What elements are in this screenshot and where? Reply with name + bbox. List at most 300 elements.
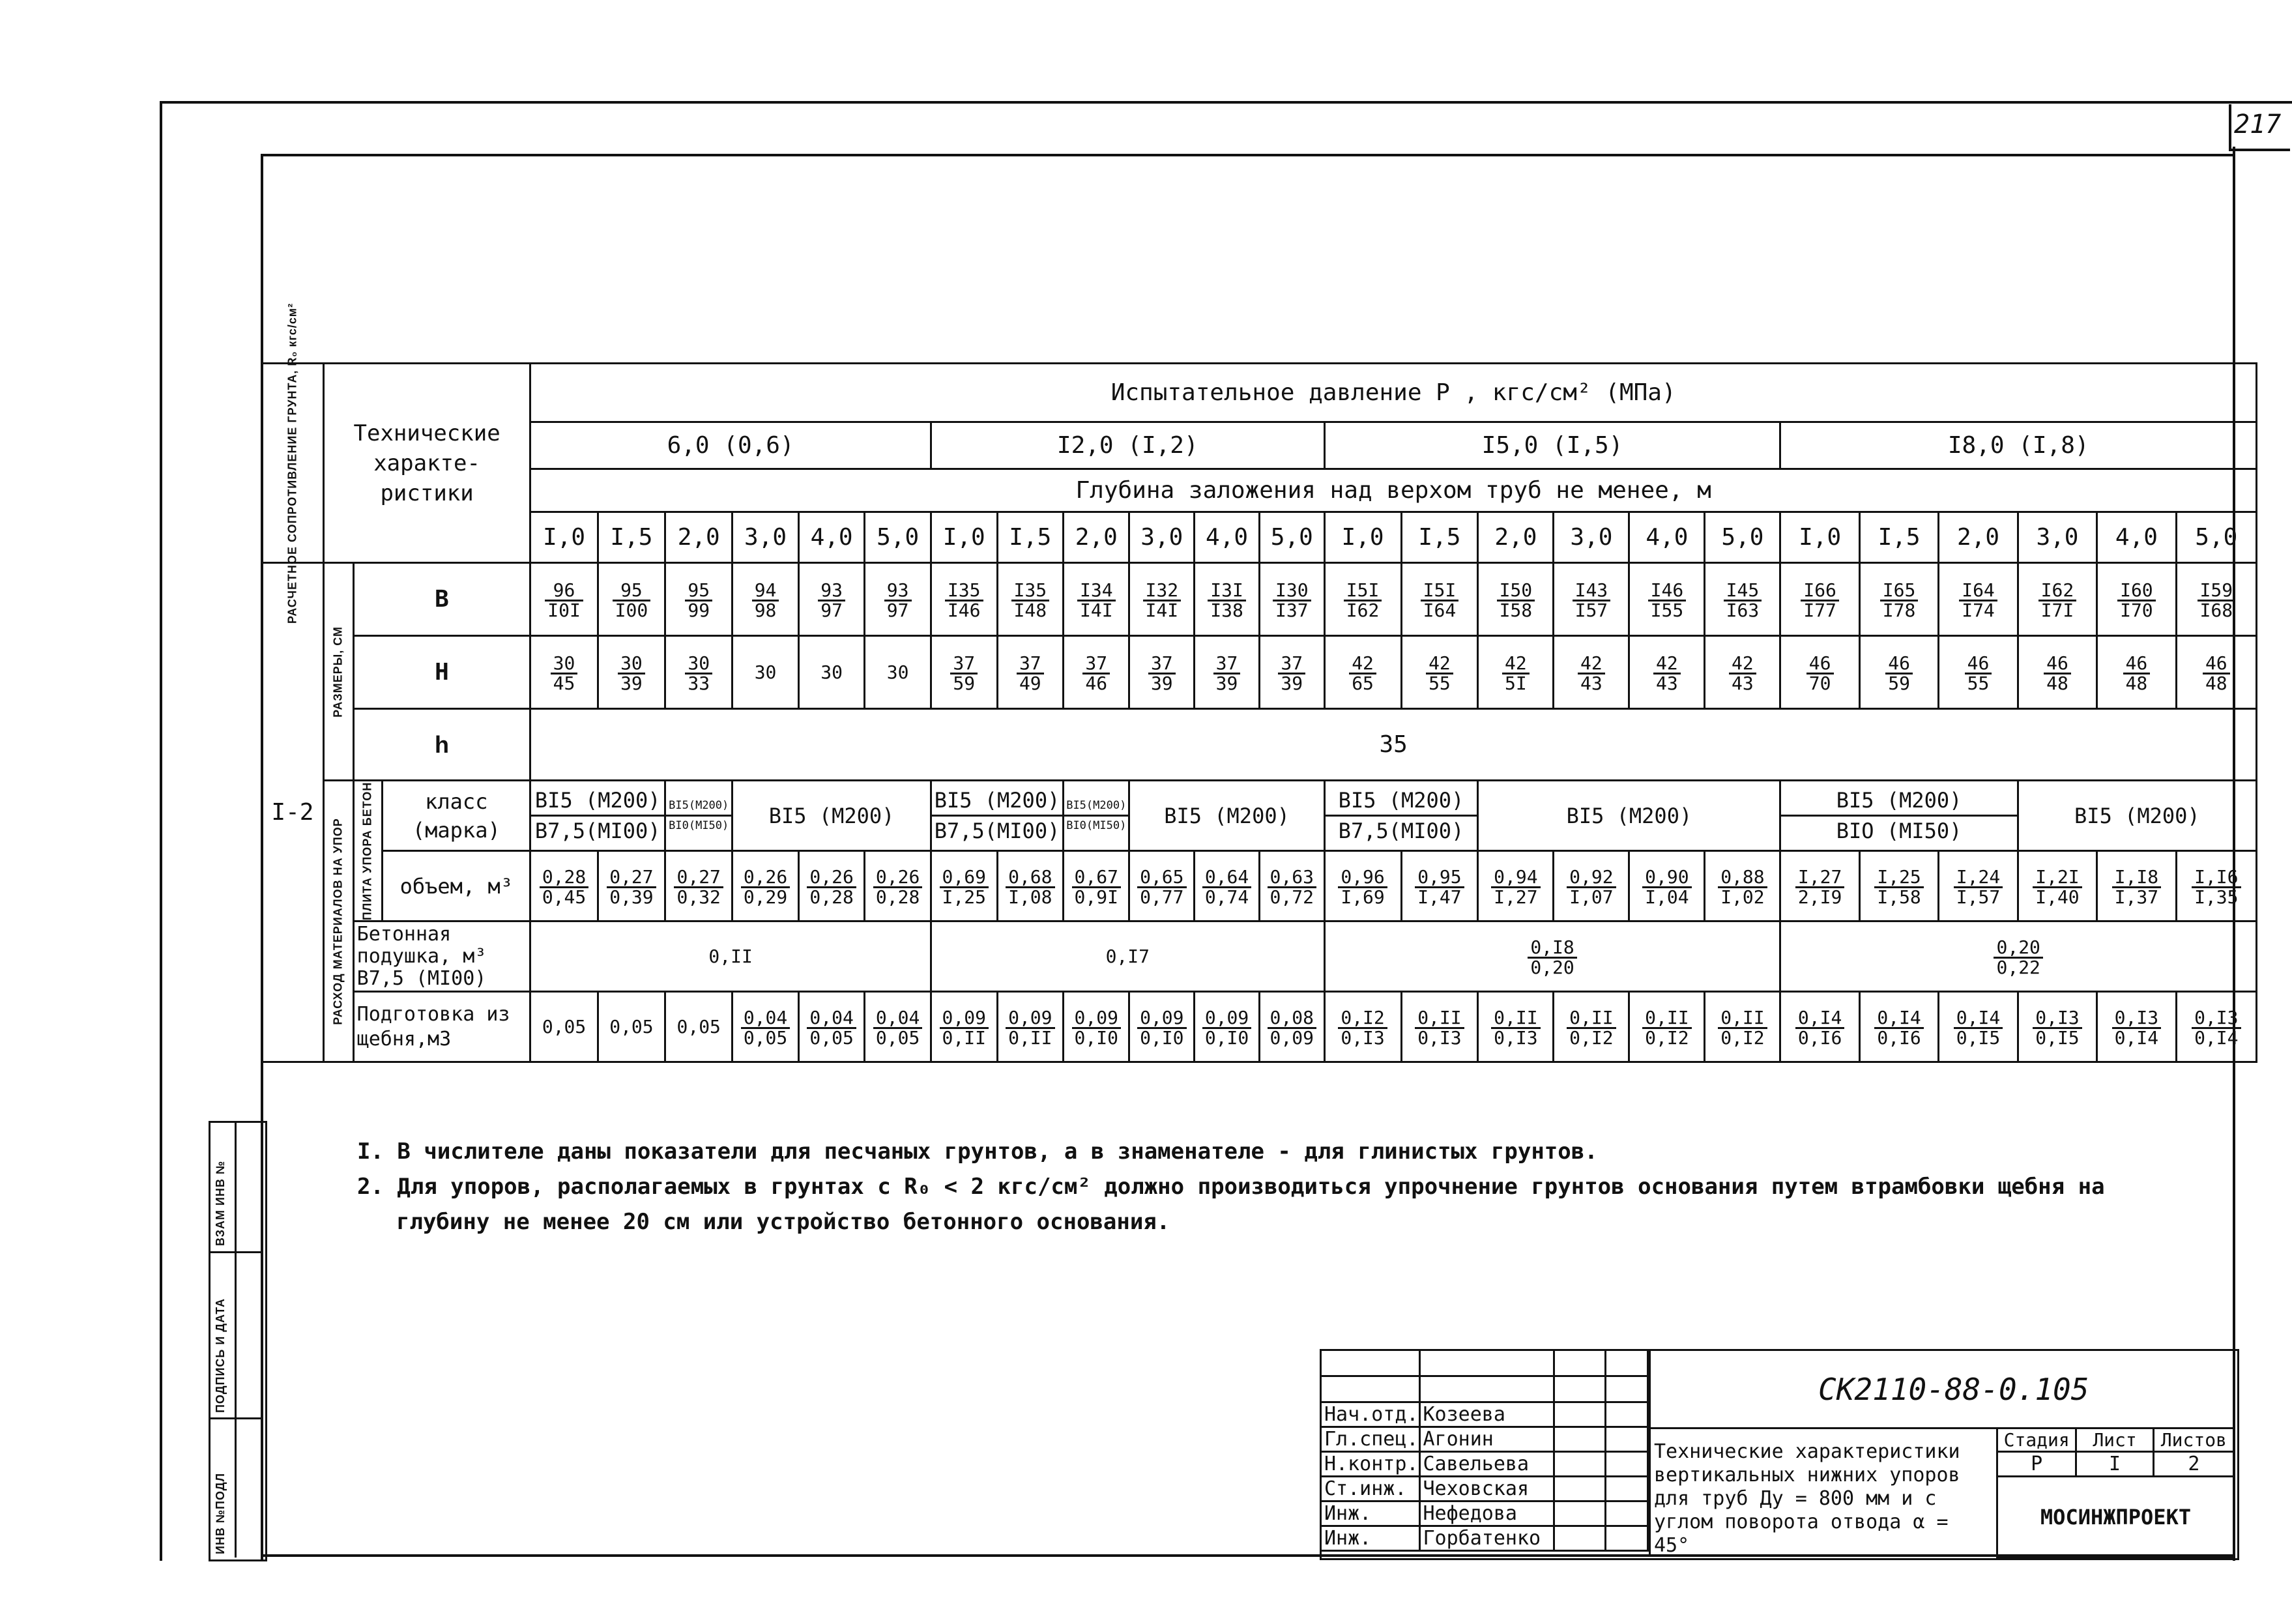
depth-cell: 3,0 bbox=[1554, 512, 1629, 563]
volume-cell-numerator: 0,63 bbox=[1269, 865, 1314, 888]
group-dimensions: РАЗМЕРЫ, СМ bbox=[323, 563, 353, 781]
gravel-cell bbox=[1705, 992, 1780, 1062]
depth-cell: I,0 bbox=[530, 512, 598, 563]
sig-blank bbox=[1321, 1376, 1420, 1402]
volume-cell-numerator: 0,88 bbox=[1720, 865, 1765, 888]
gravel-cell-denominator: 0,I4 bbox=[2192, 1027, 2241, 1047]
row-concrete bbox=[262, 921, 2257, 992]
volume-cell-fraction bbox=[2033, 865, 2082, 908]
gravel-cell-fraction bbox=[2192, 1006, 2241, 1049]
gravel-cell-fraction bbox=[807, 1006, 856, 1049]
class-top: ВI5 (М200) bbox=[932, 786, 1062, 817]
depth-cell: 3,0 bbox=[2018, 512, 2096, 563]
b-value-cell-denominator: I74 bbox=[1959, 600, 1997, 620]
b-value-cell-numerator: I35 bbox=[1013, 579, 1047, 601]
volume-cell-numerator: 0,69 bbox=[942, 865, 986, 888]
sig-signature bbox=[1554, 1427, 1605, 1452]
gravel-cell bbox=[1401, 992, 1478, 1062]
gravel-cell-denominator: 0,05 bbox=[873, 1027, 922, 1047]
h-value-cell-fraction bbox=[1653, 654, 1681, 693]
volume-cell bbox=[2018, 851, 2096, 921]
volume-cell-numerator: 0,95 bbox=[1417, 865, 1462, 888]
gravel-cell-numerator: 0,II bbox=[1645, 1006, 1689, 1028]
b-value-cell bbox=[1780, 563, 1859, 636]
b-value-cell-fraction bbox=[2117, 581, 2156, 620]
tech-characteristics-table bbox=[261, 302, 2257, 1063]
h-value-cell-denominator: 49 bbox=[1017, 673, 1044, 693]
volume-cell bbox=[2176, 851, 2256, 921]
row-class-label: класс (марка) bbox=[383, 781, 530, 851]
gravel-cell-fraction bbox=[1137, 1006, 1186, 1049]
b-value-cell-numerator: I59 bbox=[2199, 579, 2233, 601]
class-cell bbox=[931, 781, 1063, 851]
row-volume bbox=[262, 851, 2257, 921]
volume-cell bbox=[931, 851, 997, 921]
gravel-cell-fraction bbox=[1072, 1006, 1121, 1049]
b-value-cell bbox=[2176, 563, 2256, 636]
volume-cell-denominator: I,47 bbox=[1415, 886, 1464, 906]
left-stamp-podpis-data: ПОДПИСЬ И ДАТА bbox=[214, 1298, 227, 1413]
concrete-cell-value: 0,II bbox=[708, 946, 753, 967]
h-value-cell-numerator: 37 bbox=[1215, 652, 1238, 674]
h-value-cell bbox=[530, 636, 598, 709]
gravel-cell-numerator: 0,04 bbox=[875, 1006, 920, 1028]
volume-cell-fraction bbox=[540, 865, 588, 908]
b-value-cell-denominator: I58 bbox=[1497, 600, 1535, 620]
volume-cell bbox=[598, 851, 665, 921]
h-value-cell-denominator: 48 bbox=[2123, 673, 2151, 693]
gravel-cell-denominator: 0,I3 bbox=[1415, 1027, 1464, 1047]
b-value-cell-numerator: I34 bbox=[1079, 579, 1113, 601]
class-bottom: ВI0(МI50) bbox=[669, 819, 729, 832]
b-value-cell-fraction bbox=[884, 581, 912, 620]
b-value-cell-denominator: 97 bbox=[884, 600, 912, 620]
volume-cell-denominator: 0,39 bbox=[607, 886, 656, 906]
gravel-cell bbox=[733, 992, 799, 1062]
gravel-cell-numerator: 0,II bbox=[1417, 1006, 1462, 1028]
outer-frame-top bbox=[160, 101, 2292, 104]
volume-cell-numerator: 0,27 bbox=[609, 865, 654, 888]
depth-cell: I,5 bbox=[598, 512, 665, 563]
left-stamp-vzam-inv: ВЗАМ ИНВ № bbox=[214, 1160, 227, 1246]
h-value-cell-numerator: 37 bbox=[1085, 652, 1108, 674]
volume-cell-denominator: I,37 bbox=[2112, 886, 2161, 906]
gravel-cell-denominator: 0,I3 bbox=[1491, 1027, 1540, 1047]
h-value-cell bbox=[1324, 636, 1401, 709]
volume-cell-denominator: 2,I9 bbox=[1795, 886, 1844, 906]
b-value-cell-denominator: I4I bbox=[1143, 600, 1182, 620]
volume-cell bbox=[1705, 851, 1780, 921]
volume-cell-denominator: 0,29 bbox=[741, 886, 790, 906]
pressure-18: I8,0 (I,8) bbox=[1780, 422, 2257, 469]
volume-cell-denominator: I,08 bbox=[1006, 886, 1054, 906]
b-value-cell-fraction bbox=[1273, 581, 1311, 620]
concrete-cell-fraction bbox=[1994, 938, 2042, 977]
h-value-cell bbox=[2176, 636, 2256, 709]
test-pressure-header: Испытательное давление Р , кгс/см² (МПа) bbox=[530, 364, 2257, 422]
h-value-cell-value: 30 bbox=[754, 661, 777, 683]
volume-cell bbox=[1324, 851, 1401, 921]
sig-name: Савельева bbox=[1419, 1452, 1554, 1477]
volume-cell-fraction bbox=[1874, 865, 1923, 908]
h-value-cell-denominator: 65 bbox=[1349, 673, 1376, 693]
h-value-cell-fraction bbox=[1017, 654, 1044, 693]
h-value-cell-fraction bbox=[1213, 654, 1241, 693]
outer-frame-left bbox=[160, 101, 162, 1561]
h-value-cell-numerator: 46 bbox=[2125, 652, 2148, 674]
h-value-cell-fraction bbox=[2203, 654, 2230, 693]
sig-signature bbox=[1554, 1452, 1605, 1477]
b-value-cell-numerator: I66 bbox=[1803, 579, 1836, 601]
volume-cell-fraction bbox=[1491, 865, 1540, 908]
volume-cell-denominator: I,25 bbox=[940, 886, 989, 906]
h-value-cell-denominator: 46 bbox=[1082, 673, 1110, 693]
sig-role: Гл.спец. bbox=[1321, 1427, 1420, 1452]
b-value-cell-fraction bbox=[1880, 581, 1919, 620]
h-value-cell bbox=[598, 636, 665, 709]
b-value-cell bbox=[1259, 563, 1324, 636]
volume-cell-numerator: 0,26 bbox=[809, 865, 854, 888]
gravel-cell-denominator: 0,I6 bbox=[1795, 1027, 1844, 1047]
sig-role: Инж. bbox=[1321, 1526, 1420, 1551]
class-bottom: В7,5(МI00) bbox=[534, 819, 661, 843]
volume-cell-numerator: 0,96 bbox=[1341, 865, 1385, 888]
h-value-cell-numerator: 42 bbox=[1429, 652, 1451, 674]
h-value-cell-value: 30 bbox=[886, 661, 909, 683]
sig-signature bbox=[1554, 1477, 1605, 1501]
sig-blank bbox=[1605, 1350, 1647, 1376]
volume-cell-numerator: 0,64 bbox=[1204, 865, 1249, 888]
gravel-cell bbox=[665, 992, 733, 1062]
b-value-cell-denominator: I46 bbox=[945, 600, 983, 620]
b-value-cell bbox=[665, 563, 733, 636]
depth-cell: I,5 bbox=[1859, 512, 1938, 563]
gravel-cell bbox=[530, 992, 598, 1062]
h-value-cell-numerator: 46 bbox=[1967, 652, 1990, 674]
volume-cell-fraction bbox=[1137, 865, 1186, 908]
class-cell bbox=[665, 781, 733, 851]
gravel-cell-fraction bbox=[1006, 1006, 1054, 1049]
class-cell bbox=[530, 781, 665, 851]
class-bottom: В7,5(МI00) bbox=[934, 819, 1060, 843]
b-value-cell-denominator: 99 bbox=[685, 600, 712, 620]
class-top: ВI5(М200) bbox=[666, 796, 731, 817]
gravel-cell-denominator: 0,09 bbox=[1268, 1027, 1316, 1047]
sig-name: Агонин bbox=[1419, 1427, 1554, 1452]
gravel-cell-denominator: 0,I0 bbox=[1072, 1027, 1121, 1047]
depth-cell: I,5 bbox=[1401, 512, 1478, 563]
left-stamp-row-1 bbox=[209, 1251, 263, 1253]
left-stamp-divider bbox=[235, 1121, 237, 1558]
gravel-cell-fraction bbox=[873, 1006, 922, 1049]
title-block-divider bbox=[1649, 1349, 1651, 1556]
left-stamp-row-2 bbox=[209, 1417, 263, 1419]
b-value-cell bbox=[1705, 563, 1780, 636]
concrete-cell-numerator: 0,20 bbox=[1996, 936, 2040, 958]
volume-cell-numerator: 0,67 bbox=[1074, 865, 1118, 888]
b-value-cell-denominator: I57 bbox=[1573, 600, 1611, 620]
volume-cell-numerator: I,2I bbox=[2035, 865, 2080, 888]
volume-cell-denominator: 0,77 bbox=[1137, 886, 1186, 906]
pressure-12: I2,0 (I,2) bbox=[931, 422, 1324, 469]
h-value-cell-denominator: 45 bbox=[551, 673, 578, 693]
volume-cell-denominator: 0,74 bbox=[1202, 886, 1251, 906]
h-value-cell-fraction bbox=[2044, 654, 2071, 693]
h-value-cell bbox=[1780, 636, 1859, 709]
h-value-cell-fraction bbox=[2123, 654, 2151, 693]
h-value-cell-numerator: 46 bbox=[2205, 652, 2227, 674]
volume-cell-fraction bbox=[1006, 865, 1054, 908]
b-value-cell bbox=[1195, 563, 1260, 636]
h-value-cell bbox=[1195, 636, 1260, 709]
b-value-cell-denominator: I78 bbox=[1880, 600, 1919, 620]
class-bottom: BIO (МI50) bbox=[1836, 819, 1962, 843]
gravel-cell-denominator: 0,II bbox=[1006, 1027, 1054, 1047]
b-value-cell-denominator: I70 bbox=[2117, 600, 2156, 620]
gravel-cell-numerator: 0,II bbox=[1494, 1006, 1538, 1028]
h-value-cell-numerator: 46 bbox=[1808, 652, 1831, 674]
b-value-cell bbox=[1629, 563, 1705, 636]
b-value-cell-numerator: I65 bbox=[1882, 579, 1916, 601]
b-value-cell bbox=[733, 563, 799, 636]
gravel-cell-denominator: 0,II bbox=[940, 1027, 989, 1047]
group-materials: РАСХОД МАТЕРИАЛОВ НА УПОР bbox=[323, 781, 353, 1062]
row-gravel bbox=[262, 992, 2257, 1062]
sheet-value: I bbox=[2076, 1452, 2153, 1477]
b-value-cell-numerator: I5I bbox=[1346, 579, 1380, 601]
sig-role: Ст.инж. bbox=[1321, 1477, 1420, 1501]
depth-cell: 2,0 bbox=[1478, 512, 1554, 563]
b-value-cell-numerator: 95 bbox=[688, 579, 710, 601]
b-value-cell-fraction bbox=[545, 581, 583, 620]
h-value-cell-numerator: 30 bbox=[688, 652, 710, 674]
b-value-cell-fraction bbox=[1011, 581, 1050, 620]
sig-blank bbox=[1554, 1350, 1605, 1376]
volume-cell-numerator: I,I8 bbox=[2114, 865, 2159, 888]
b-value-cell-fraction bbox=[1344, 581, 1382, 620]
h-value-cell-numerator: 37 bbox=[1281, 652, 1303, 674]
volume-cell-fraction bbox=[807, 865, 856, 908]
h-value-cell bbox=[1705, 636, 1780, 709]
gravel-cell-numerator: 0,I3 bbox=[2035, 1006, 2080, 1028]
row-h-value: 35 bbox=[530, 709, 2257, 781]
tech-header: Технические характе-ристики bbox=[323, 364, 530, 563]
b-value-cell-fraction bbox=[818, 581, 845, 620]
volume-cell bbox=[1064, 851, 1129, 921]
h-value-cell-numerator: 42 bbox=[1656, 652, 1678, 674]
volume-cell-fraction bbox=[1718, 865, 1767, 908]
class-top: BI5 (М200) bbox=[1164, 803, 1290, 828]
h-value-cell bbox=[1859, 636, 1938, 709]
h-value-cell-denominator: 39 bbox=[1278, 673, 1305, 693]
pressure-15: I5,0 (I,5) bbox=[1324, 422, 1780, 469]
volume-cell-numerator: 0,26 bbox=[743, 865, 788, 888]
depth-cell: I,0 bbox=[1780, 512, 1859, 563]
volume-cell-denominator: I,58 bbox=[1874, 886, 1923, 906]
b-value-cell-fraction bbox=[1573, 581, 1611, 620]
volume-cell-denominator: 0,45 bbox=[540, 886, 588, 906]
b-value-cell-fraction bbox=[1724, 581, 1762, 620]
volume-cell-denominator: I,27 bbox=[1491, 886, 1540, 906]
volume-cell bbox=[530, 851, 598, 921]
volume-cell-fraction bbox=[741, 865, 790, 908]
gravel-cell bbox=[2018, 992, 2096, 1062]
gravel-cell-denominator: 0,I3 bbox=[1338, 1027, 1387, 1047]
gravel-cell bbox=[865, 992, 931, 1062]
b-value-cell-numerator: I32 bbox=[1145, 579, 1179, 601]
gravel-cell-numerator: 0,I2 bbox=[1341, 1006, 1385, 1028]
gravel-cell bbox=[1195, 992, 1260, 1062]
sig-date bbox=[1605, 1427, 1647, 1452]
h-value-cell-fraction bbox=[618, 654, 645, 693]
h-value-cell bbox=[1629, 636, 1705, 709]
volume-cell bbox=[798, 851, 865, 921]
b-value-cell-fraction bbox=[1497, 581, 1535, 620]
gravel-cell bbox=[997, 992, 1064, 1062]
stage-table bbox=[1996, 1427, 2235, 1558]
gravel-cell bbox=[798, 992, 865, 1062]
sig-name: Нефедова bbox=[1419, 1501, 1554, 1526]
gravel-cell-numerator: 0,09 bbox=[1074, 1006, 1118, 1028]
gravel-cell-numerator: 0,I4 bbox=[1956, 1006, 2001, 1028]
b-value-cell-denominator: I4I bbox=[1077, 600, 1116, 620]
volume-cell-numerator: I,25 bbox=[1877, 865, 1921, 888]
b-value-cell-numerator: I3I bbox=[1210, 579, 1243, 601]
concrete-cell bbox=[530, 921, 931, 992]
h-value-cell-denominator: 43 bbox=[1729, 673, 1756, 693]
class-cell bbox=[1478, 781, 1780, 851]
concrete-cell-numerator: 0,I8 bbox=[1530, 936, 1574, 958]
gravel-cell-denominator: 0,I2 bbox=[1567, 1027, 1616, 1047]
gravel-cell-value: 0,05 bbox=[609, 1016, 654, 1037]
class-bottom: В7,5(МI00) bbox=[1338, 819, 1464, 843]
depth-cell: 2,0 bbox=[1064, 512, 1129, 563]
row-H-label: Н bbox=[353, 636, 530, 709]
volume-cell-numerator: I,24 bbox=[1956, 865, 2001, 888]
volume-cell bbox=[1195, 851, 1260, 921]
gravel-cell-value: 0,05 bbox=[542, 1016, 587, 1037]
gravel-cell bbox=[1939, 992, 2018, 1062]
h-value-cell bbox=[2018, 636, 2096, 709]
volume-cell-denominator: I,35 bbox=[2192, 886, 2241, 906]
h-value-cell-numerator: 42 bbox=[1505, 652, 1527, 674]
volume-cell bbox=[733, 851, 799, 921]
volume-cell-denominator: I,57 bbox=[1954, 886, 2003, 906]
sig-signature bbox=[1554, 1526, 1605, 1551]
gravel-cell-fraction bbox=[2033, 1006, 2082, 1049]
page-number: 217 bbox=[2234, 109, 2282, 139]
h-value-cell-fraction bbox=[1885, 654, 1913, 693]
gravel-cell bbox=[1554, 992, 1629, 1062]
b-value-cell bbox=[2097, 563, 2176, 636]
volume-cell bbox=[865, 851, 931, 921]
h-value-cell-denominator: 59 bbox=[950, 673, 978, 693]
gravel-cell bbox=[2097, 992, 2176, 1062]
gravel-cell-fraction bbox=[1795, 1006, 1844, 1049]
gravel-cell-fraction bbox=[1338, 1006, 1387, 1049]
b-value-cell-fraction bbox=[1801, 581, 1839, 620]
b-value-cell-fraction bbox=[1959, 581, 1997, 620]
volume-cell-fraction bbox=[1268, 865, 1316, 908]
b-value-cell-numerator: 94 bbox=[754, 579, 777, 601]
sig-date bbox=[1605, 1402, 1647, 1427]
volume-cell bbox=[997, 851, 1064, 921]
gravel-cell bbox=[1259, 992, 1324, 1062]
b-value-cell-fraction bbox=[1648, 581, 1687, 620]
class-cell bbox=[1324, 781, 1478, 851]
row-gravel-label: Подготовка из щебня,м3 bbox=[353, 992, 530, 1062]
gravel-cell-fraction bbox=[1718, 1006, 1767, 1049]
volume-cell-fraction bbox=[873, 865, 922, 908]
doc-description: Технические характеристики вертикальных нижних упоров для труб Ду = 800 мм и с углом поворота отвода α = 45° bbox=[1654, 1440, 1960, 1557]
h-value-cell-fraction bbox=[1806, 654, 1834, 693]
h-value-cell-fraction bbox=[1729, 654, 1756, 693]
depth-cell: I,0 bbox=[1324, 512, 1401, 563]
h-value-cell-fraction bbox=[950, 654, 978, 693]
volume-cell bbox=[1401, 851, 1478, 921]
depth-cell: 5,0 bbox=[1259, 512, 1324, 563]
b-value-cell bbox=[1064, 563, 1129, 636]
class-cell bbox=[733, 781, 931, 851]
b-value-cell-denominator: I62 bbox=[1344, 600, 1382, 620]
gravel-cell-fraction bbox=[741, 1006, 790, 1049]
b-value-cell bbox=[1939, 563, 2018, 636]
h-value-cell-numerator: 46 bbox=[1888, 652, 1910, 674]
gravel-cell bbox=[1859, 992, 1938, 1062]
sig-date bbox=[1605, 1526, 1647, 1551]
row-B bbox=[262, 563, 2257, 636]
gravel-cell-numerator: 0,II bbox=[1720, 1006, 1765, 1028]
depth-cell: 5,0 bbox=[865, 512, 931, 563]
b-value-cell-numerator: I5I bbox=[1423, 579, 1457, 601]
b-value-cell-fraction bbox=[2198, 581, 2236, 620]
left-stamp-inv-podl: ИНВ №ПОДЛ bbox=[214, 1472, 227, 1554]
h-value-cell bbox=[865, 636, 931, 709]
b-value-cell-fraction bbox=[613, 581, 651, 620]
note-2: 2. Для упоров, располагаемых в грунтах с R₀ < 2 кгс/см² должно производиться упрочнение грунтов основания путем втрамбовки щебня на bbox=[357, 1174, 2105, 1200]
b-value-cell bbox=[865, 563, 931, 636]
volume-cell-numerator: 0,26 bbox=[875, 865, 920, 888]
b-value-cell bbox=[1554, 563, 1629, 636]
volume-cell-numerator: I,27 bbox=[1797, 865, 1842, 888]
sig-date bbox=[1605, 1452, 1647, 1477]
h-value-cell-fraction bbox=[1965, 654, 1992, 693]
volume-cell bbox=[1780, 851, 1859, 921]
sig-role: Н.контр. bbox=[1321, 1452, 1420, 1477]
h-value-cell-fraction bbox=[1502, 654, 1530, 693]
h-value-cell-denominator: 70 bbox=[1806, 673, 1834, 693]
volume-cell bbox=[1259, 851, 1324, 921]
b-value-cell-fraction bbox=[1208, 581, 1246, 620]
b-value-cell-denominator: I63 bbox=[1724, 600, 1762, 620]
gravel-cell-denominator: 0,05 bbox=[807, 1027, 856, 1047]
sig-signature bbox=[1554, 1501, 1605, 1526]
b-value-cell-denominator: 97 bbox=[818, 600, 845, 620]
gravel-cell-fraction bbox=[1954, 1006, 2003, 1049]
b-value-cell-fraction bbox=[1077, 581, 1116, 620]
group-plate: ПЛИТА УПОРА БЕТОН bbox=[353, 781, 383, 921]
h-value-cell-denominator: 59 bbox=[1885, 673, 1913, 693]
volume-cell-numerator: 0,90 bbox=[1645, 865, 1689, 888]
row-H bbox=[262, 636, 2257, 709]
h-value-cell-value: 30 bbox=[820, 661, 843, 683]
class-top: BI5 (М200) bbox=[531, 786, 664, 817]
volume-cell-numerator: I,I6 bbox=[2194, 865, 2239, 888]
row-class bbox=[262, 781, 2257, 851]
sig-date bbox=[1605, 1501, 1647, 1526]
soil-resistance-header: РАСЧЕТНОЕ СОПРОТИВЛЕНИЕ ГРУНТА, R₀ кгс/см² bbox=[262, 364, 324, 563]
sig-name: Горбатенко bbox=[1419, 1526, 1554, 1551]
